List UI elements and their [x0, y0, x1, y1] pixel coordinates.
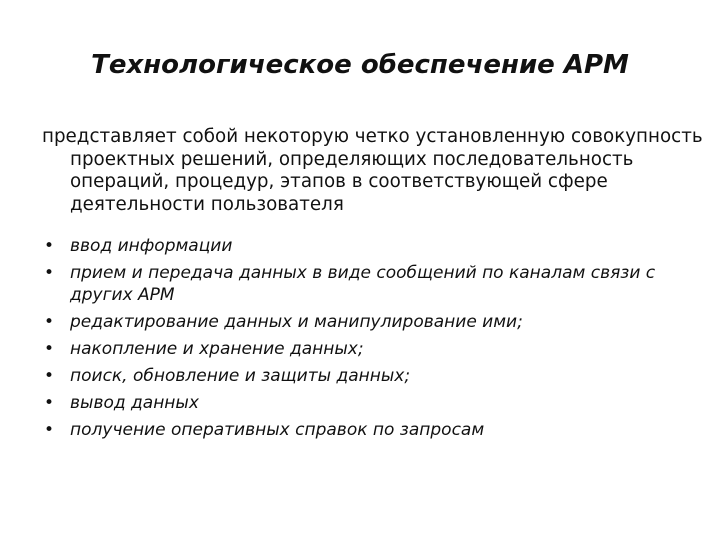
bullet-item [42, 365, 692, 387]
bullet-text: поиск, обновление и защиты данных; [70, 366, 411, 386]
bullet-list [42, 235, 692, 446]
bullet-icon: • [44, 420, 55, 440]
bullet-item [42, 311, 692, 333]
intro-paragraph: представляет собой некоторую четко установленную совокупность проектных решений, определяющих последовательность операций, процедур, этапов в соответствующей сфере деятельности пользователя [42, 126, 703, 215]
slide-title: Технологическое обеспечение АРМ [91, 50, 629, 80]
bullet-item [42, 419, 692, 441]
bullet-text: получение оперативных справок по запросам [70, 420, 485, 440]
bullet-text: прием и передача данных в виде сообщений по каналам связи с других АРМ [70, 263, 656, 305]
bullet-item [42, 235, 692, 257]
bullet-icon: • [44, 263, 55, 283]
bullet-icon: • [44, 312, 55, 332]
bullet-icon: • [44, 339, 55, 359]
bullet-item [42, 392, 692, 414]
bullet-icon: • [44, 393, 55, 413]
bullet-text: редактирование данных и манипулирование ими; [70, 312, 523, 332]
bullet-text: накопление и хранение данных; [70, 339, 364, 359]
bullet-text: ввод информации [70, 236, 233, 256]
bullet-item [42, 262, 692, 306]
bullet-icon: • [44, 236, 55, 256]
bullet-text: вывод данных [70, 393, 199, 413]
bullet-item [42, 338, 692, 360]
bullet-icon: • [44, 366, 55, 386]
